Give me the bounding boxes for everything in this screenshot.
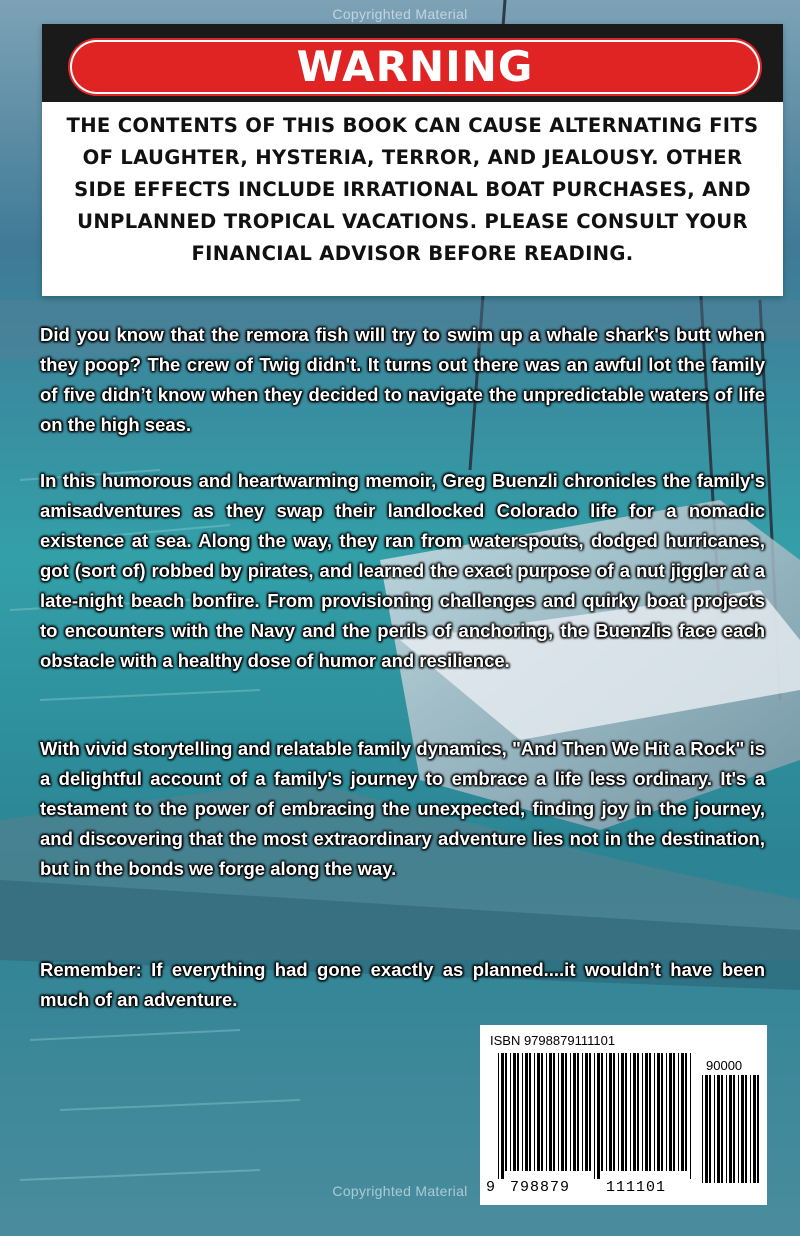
warning-title: WARNING [296,42,534,91]
warning-text: THE CONTENTS OF THIS BOOK CAN CAUSE ALTERNATING FITS OF LAUGHTER, HYSTERIA, TERROR, AND JEALOUSY. OTHER SIDE EFFECTS INCLUDE IRRATIONAL BOAT PURCHASES, AND UNPLANNED TROPICAL VACATIONS. PLEASE CONSULT YOUR FINANCIAL ADVISOR BEFORE READING. [66,114,759,265]
barcode-bar [753,1075,756,1183]
barcode-bar [594,1053,595,1179]
barcode-bar [606,1053,607,1171]
barcode-bar [517,1053,519,1171]
barcode-bar [525,1053,528,1171]
barcode-bar [726,1075,727,1183]
blurb-paragraph-1: Did you know that the remora fish will try to swim up a whale shark's butt when they poop? The crew of Twig didn't. It turns out there was an awful lot the family of five didn’t know when they decided to navigate the unpredictable waters of life on the high seas. [40,324,765,435]
barcode-bar [669,1053,672,1171]
barcode-bar [589,1053,591,1171]
barcode-bar [678,1053,679,1171]
barcode-bar [645,1053,648,1171]
copyright-watermark-top: Copyrighted Material [332,6,468,22]
barcode-bar [714,1075,715,1183]
barcode-bar [721,1075,723,1183]
barcode-bar [505,1053,507,1171]
barcode-bar [681,1053,684,1171]
isbn-label: ISBN 9798879111101 [490,1033,616,1048]
barcode-bar [661,1053,663,1171]
warning-label [42,24,783,296]
barcode-bar [621,1053,624,1171]
barcode-bar [597,1053,600,1179]
blurb-paragraph-4: Remember: If everything had gone exactly as planned....it wouldn’t have been much of an adventure. [40,959,765,1010]
barcode-bar [654,1053,655,1171]
barcode-bar [729,1075,732,1183]
barcode-bar [741,1075,744,1183]
barcode-bar [573,1053,576,1171]
barcode-bars-main [498,1053,694,1179]
barcode-bar [717,1075,720,1183]
barcode-bar [565,1053,567,1171]
barcode-bar [705,1075,708,1183]
barcode-bar [757,1075,759,1183]
barcode-bar [601,1053,603,1171]
price-code: 90000 [706,1058,743,1073]
barcode-bar [750,1075,751,1183]
barcode-bar [702,1075,703,1183]
barcode-bar [577,1053,579,1171]
barcode-bar [522,1053,523,1171]
barcode-bar [637,1053,639,1171]
barcode-bar [630,1053,631,1171]
barcode-bar [633,1053,636,1171]
barcode-bar [510,1053,511,1171]
barcode-bar [613,1053,615,1171]
blurb-paragraph-2: In this humorous and heartwarming memoir, Greg Buenzli chronicles the family's amisadventures as they swap their landlocked Colorado life for a nomadic existence at sea. Along the way, they ran from waterspouts, dodged hurricanes, got (sort of) robbed by pirates, and learned the exact purpose of a nut jiggler at a late-night beach bonfire. From provisioning challenges and quirky boat projects to encounters with the Navy and the perils of anchoring, the Buenzlis face each obstacle with a healthy dose of humor and resilience. [40,470,765,671]
ean-digits-right: 111101 [606,1179,667,1196]
barcode-bars-addon [702,1075,760,1191]
barcode-bar [625,1053,627,1171]
barcode-bar [649,1053,651,1171]
barcode-bar [685,1053,687,1171]
barcode-bar [513,1053,516,1171]
barcode-bar [657,1053,660,1171]
barcode-bar [642,1053,643,1171]
warning-header-band [42,24,783,102]
barcode-bar [534,1053,535,1171]
barcode-bar [709,1075,711,1183]
warning-pill [70,40,760,94]
barcode-bar [537,1053,540,1171]
barcode-bar [745,1075,747,1183]
ean-digits-left: 798879 [510,1179,571,1196]
barcode-bar [673,1053,675,1171]
barcode-bar [553,1053,555,1171]
barcode-bar [558,1053,559,1171]
barcode-bar [582,1053,583,1171]
blurb-paragraph-3: With vivid storytelling and relatable family dynamics, "And Then We Hit a Rock" is a delightful account of a family's journey to embrace a life less ordinary. It's a testament to the power of embracing the unexpected, finding joy in the journey, and discovering that the most extraordinary adventure lies not in the destination, but in the bonds we forge along the way. [40,738,765,879]
barcode-bar [498,1053,499,1179]
barcode-bar [501,1053,504,1179]
isbn-barcode [480,1025,767,1205]
barcode-bar [585,1053,588,1171]
ean-digit-first: 9 [486,1179,496,1196]
barcode-bar [738,1075,739,1183]
barcode-bar [561,1053,564,1171]
barcode-bar [549,1053,552,1171]
barcode-bar [541,1053,543,1171]
barcode-bar [690,1053,691,1179]
barcode-bar [733,1075,735,1183]
barcode-bar [570,1053,571,1171]
copyright-watermark-bottom: Copyrighted Material [332,1183,468,1199]
barcode-bar [546,1053,547,1171]
barcode-bar [618,1053,619,1171]
barcode-bar [529,1053,531,1171]
barcode-bar [609,1053,612,1171]
barcode-bar [666,1053,667,1171]
